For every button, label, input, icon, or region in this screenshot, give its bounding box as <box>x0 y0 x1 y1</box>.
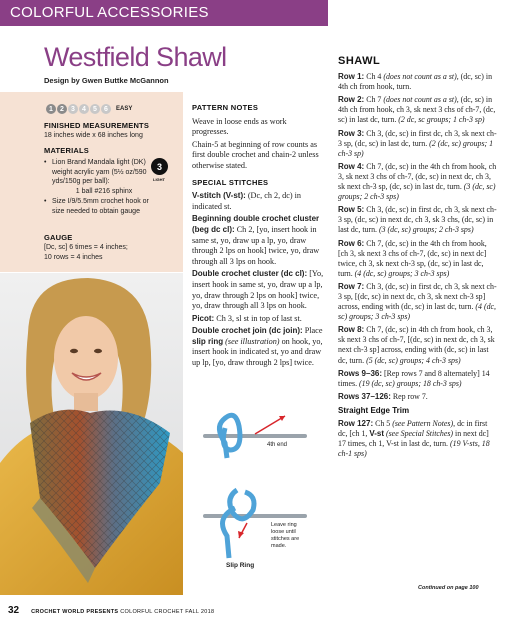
pattern-note-2: Chain-5 at beginning of row counts as first double crochet and chain-2 unless otherwise stated. <box>192 139 319 170</box>
row-label: Row 127: <box>338 419 374 428</box>
gauge-line-1: [Dc, sc] 6 times = 4 inches; <box>44 244 128 251</box>
slip-ring-illustration <box>195 398 315 568</box>
materials-yarn-amount: 1 ball #216 sphinx <box>75 187 133 195</box>
gauge-heading: GAUGE <box>44 233 73 242</box>
row-text: , (dc, sc) in 4th ch from hook, turn. <box>338 72 493 92</box>
stitch-definition: Ch 2, [yo, insert hook in same st, yo, draw up a lp, yo, draw through 2 lps on hook] twice, yo, draw through all 3 lps on hook. <box>192 224 320 266</box>
row-text: Ch 7 <box>364 95 384 105</box>
skill-dot-3: 3 <box>68 104 78 114</box>
stitch-term: Double crochet cluster (dc cl): <box>192 269 308 279</box>
row-note: (does not count as a st) <box>383 95 457 105</box>
stitch-dc-join <box>192 326 324 368</box>
pattern-notes-heading: PATTERN NOTES <box>192 103 259 112</box>
row-label: Row 1: <box>338 72 365 82</box>
stitch-dc-cl <box>192 269 324 311</box>
row-instruction <box>338 95 498 125</box>
row-label: Row 2: <box>338 95 365 105</box>
row-count: (5 (dc, sc) groups; 4 ch-3 sps) <box>366 355 461 365</box>
special-stitches-heading: SPECIAL STITCHES <box>192 177 269 187</box>
stitch-beg-dc-cl <box>192 214 324 267</box>
row-count: (3 (dc, sc) groups; 2 ch-3 sps) <box>338 182 496 202</box>
magazine-name: CROCHET WORLD PRESENTS <box>31 609 119 615</box>
row-text: , dc in first dc, [ch 1, <box>338 419 488 439</box>
skill-dot-6: 6 <box>101 104 111 114</box>
pattern-note-1: Weave in loose ends as work progresses. <box>192 116 287 137</box>
stitch-definition: Ch 3, sl st in top of last st. <box>214 313 302 323</box>
row-instruction <box>338 369 498 389</box>
row-instruction <box>338 392 498 402</box>
row-term: V-st <box>369 429 385 439</box>
stitch-term: Beginning double crochet cluster (beg dc cl): <box>192 214 320 234</box>
section-banner <box>0 0 328 26</box>
row-count: (3 (dc, sc) groups; 2 ch-3 sps) <box>378 225 474 235</box>
magazine-issue: COLORFUL CROCHET FALL 2018 <box>118 609 215 615</box>
magazine-credit <box>31 609 214 615</box>
trim-heading: Straight Edge Trim <box>338 405 410 415</box>
row-count: (4 (dc, sc) groups; 3 ch-3 sps) <box>338 302 496 322</box>
fourth-end-label: 4th end <box>267 442 288 448</box>
model-photo <box>0 273 183 595</box>
row-text: Ch 3, (dc, sc) in first dc, ch 3, sk next ch-3 sp, (dc, sc) in next dc, ch 3, sk 3 chs, (dc, sc) in last dc, turn. <box>338 205 497 235</box>
measurements-text: 18 inches wide x 68 inches long <box>44 132 143 139</box>
skill-dot-1: 1 <box>46 104 56 114</box>
designer-byline: Design by Gwen Buttke McGannon <box>44 76 169 85</box>
row-label: Row 4: <box>338 161 365 171</box>
page-number: 32 <box>8 605 20 616</box>
row-count: (4 (dc, sc) groups; 3 ch-3 sps) <box>354 268 450 278</box>
row-instruction <box>338 282 498 322</box>
stitch-term: V-stitch (V-st): <box>192 191 246 201</box>
skill-dot-2: 2 <box>57 104 67 114</box>
row-count: (2 (dc, sc) groups; 1 ch-3 sp) <box>338 138 494 158</box>
skill-dot-4: 4 <box>79 104 89 114</box>
row-instruction <box>338 129 498 159</box>
row-text: Ch 3, (dc, sc) in first dc, ch 3, sk next ch-3 sp, [(dc, sc) in next dc, ch 3, sk next ch-3 sp] across, ending with (dc, sc) in last dc, turn. <box>338 281 497 312</box>
row-label: Rows 37–126: <box>338 391 391 401</box>
continued-note: Continued on page 100 <box>418 585 479 591</box>
row-count: (19 V-sts, 18 ch-1 sps) <box>338 439 490 459</box>
yarn-weight-label: LIGHT <box>153 177 165 182</box>
slip-ring-diagram <box>195 398 315 568</box>
skill-label: EASY <box>116 106 133 112</box>
row-text: , (dc, sc) in 4th ch from hook, ch 3, sk next 3 chs of ch-7, (dc, sc) in last dc, turn. <box>338 95 496 125</box>
section-label: COLORFUL ACCESSORIES <box>10 4 209 21</box>
yarn-weight-icon: 3 <box>151 158 168 175</box>
model-photo-image <box>0 273 183 595</box>
row-text: Ch 3, (dc, sc) in first dc, ch 3, sk next ch-3 sp, (dc, sc) in last dc, turn. <box>338 128 497 148</box>
row-label: Row 5: <box>338 205 365 215</box>
skill-dot-5: 5 <box>90 104 100 114</box>
stitch-definition: [Yo, insert hook in same st, yo, draw up a lp, yo, draw through 2 lps on hook] twice, yo, draw through all 3 lps on hook. <box>192 269 324 311</box>
row-instruction <box>338 325 498 365</box>
stitch-definition: Place <box>302 326 323 336</box>
shawl-instructions <box>338 56 498 462</box>
leave-ring-note: Leave ring loose until stitches are made. <box>271 522 300 549</box>
row-instruction <box>338 162 498 202</box>
row-label: Row 8: <box>338 325 365 335</box>
pattern-notes-column <box>192 103 324 371</box>
row-text: Ch 4 <box>364 72 384 82</box>
row-count: (19 (dc, sc) groups; 18 ch-3 sps) <box>359 378 462 388</box>
stitch-term: Double crochet join (dc join): <box>192 326 303 336</box>
materials-heading: MATERIALS <box>44 146 89 155</box>
row-text: in next dc] 17 times, ch 1, V-st in last dc, turn. <box>338 429 489 449</box>
measurements-heading: FINISHED MEASUREMENTS <box>44 121 150 130</box>
row-instruction <box>338 205 498 235</box>
row-text: Rep row 7. <box>390 391 428 401</box>
slip-ring-term: slip ring <box>192 336 224 346</box>
row-count: (2 dc, sc groups; 1 ch-3 sp) <box>398 115 485 125</box>
row-text: Ch 5 <box>373 419 393 428</box>
row-instruction <box>338 239 498 279</box>
row-instruction <box>338 419 498 459</box>
row-label: Row 3: <box>338 128 365 138</box>
row-note: (see Pattern Notes) <box>392 419 454 428</box>
materials-list <box>44 158 156 217</box>
shawl-heading: SHAWL <box>338 55 381 67</box>
materials-item: • Size I/9/5.5mm crochet hook or size needed to obtain gauge <box>44 197 156 216</box>
row-text: Ch 7, (dc, sc) in the 4th ch from hook, [ch 3, sk next 3 chs of ch-7, (dc, sc) in next dc] twice, ch 3, sk next ch-3 sp, (dc, sc) in last dc, turn. <box>338 238 487 278</box>
row-text: Ch 7, (dc, sc) in 4th ch from hook, ch 3, sk next 3 chs of ch-7, [(dc, sc) in next dc, ch 3, sk next ch-3 sp] across, ending with (dc, sc) in last dc, turn. <box>338 325 495 365</box>
row-label: Row 6: <box>338 238 365 248</box>
stitch-vst <box>192 191 324 212</box>
row-instruction <box>338 72 498 92</box>
row-text: [Rep rows 7 and 8 alternately] 14 times. <box>338 368 490 388</box>
materials-yarn: Lion Brand Mandala light (DK) weight acrylic yarn (5½ oz/590 yds/150g per ball): <box>52 159 147 185</box>
illustration-reference: (see illustration) <box>223 336 280 346</box>
stitch-picot <box>192 314 324 325</box>
row-label: Row 7: <box>338 281 365 291</box>
page-footer <box>8 605 498 619</box>
pattern-title: Westfield Shawl <box>44 42 227 72</box>
gauge-line-2: 10 rows = 4 inches <box>44 254 103 261</box>
row-label: Rows 9–36: <box>338 368 383 378</box>
row-note: (does not count as a st) <box>383 72 457 82</box>
stitch-term: Picot: <box>192 313 215 323</box>
stitch-definition: (Dc, ch 2, dc) in indicated st. <box>192 191 302 211</box>
illustration-caption: Slip Ring <box>226 562 255 569</box>
materials-item <box>44 158 156 196</box>
skill-level <box>46 104 132 114</box>
stitch-definition: on hook, yo, insert hook in indicated st, yo and draw up lp, [yo, draw through 2 lps] twice. <box>192 336 323 368</box>
row-note: (see Special Stitches) <box>384 429 454 439</box>
row-text: Ch 7, (dc, sc) in the 4th ch from hook, ch 3, sk next 3 chs of ch-7, (dc, sc) in next dc, ch 3, sk next ch-3 sp, (dc, sc) in last dc, turn. <box>338 161 497 192</box>
